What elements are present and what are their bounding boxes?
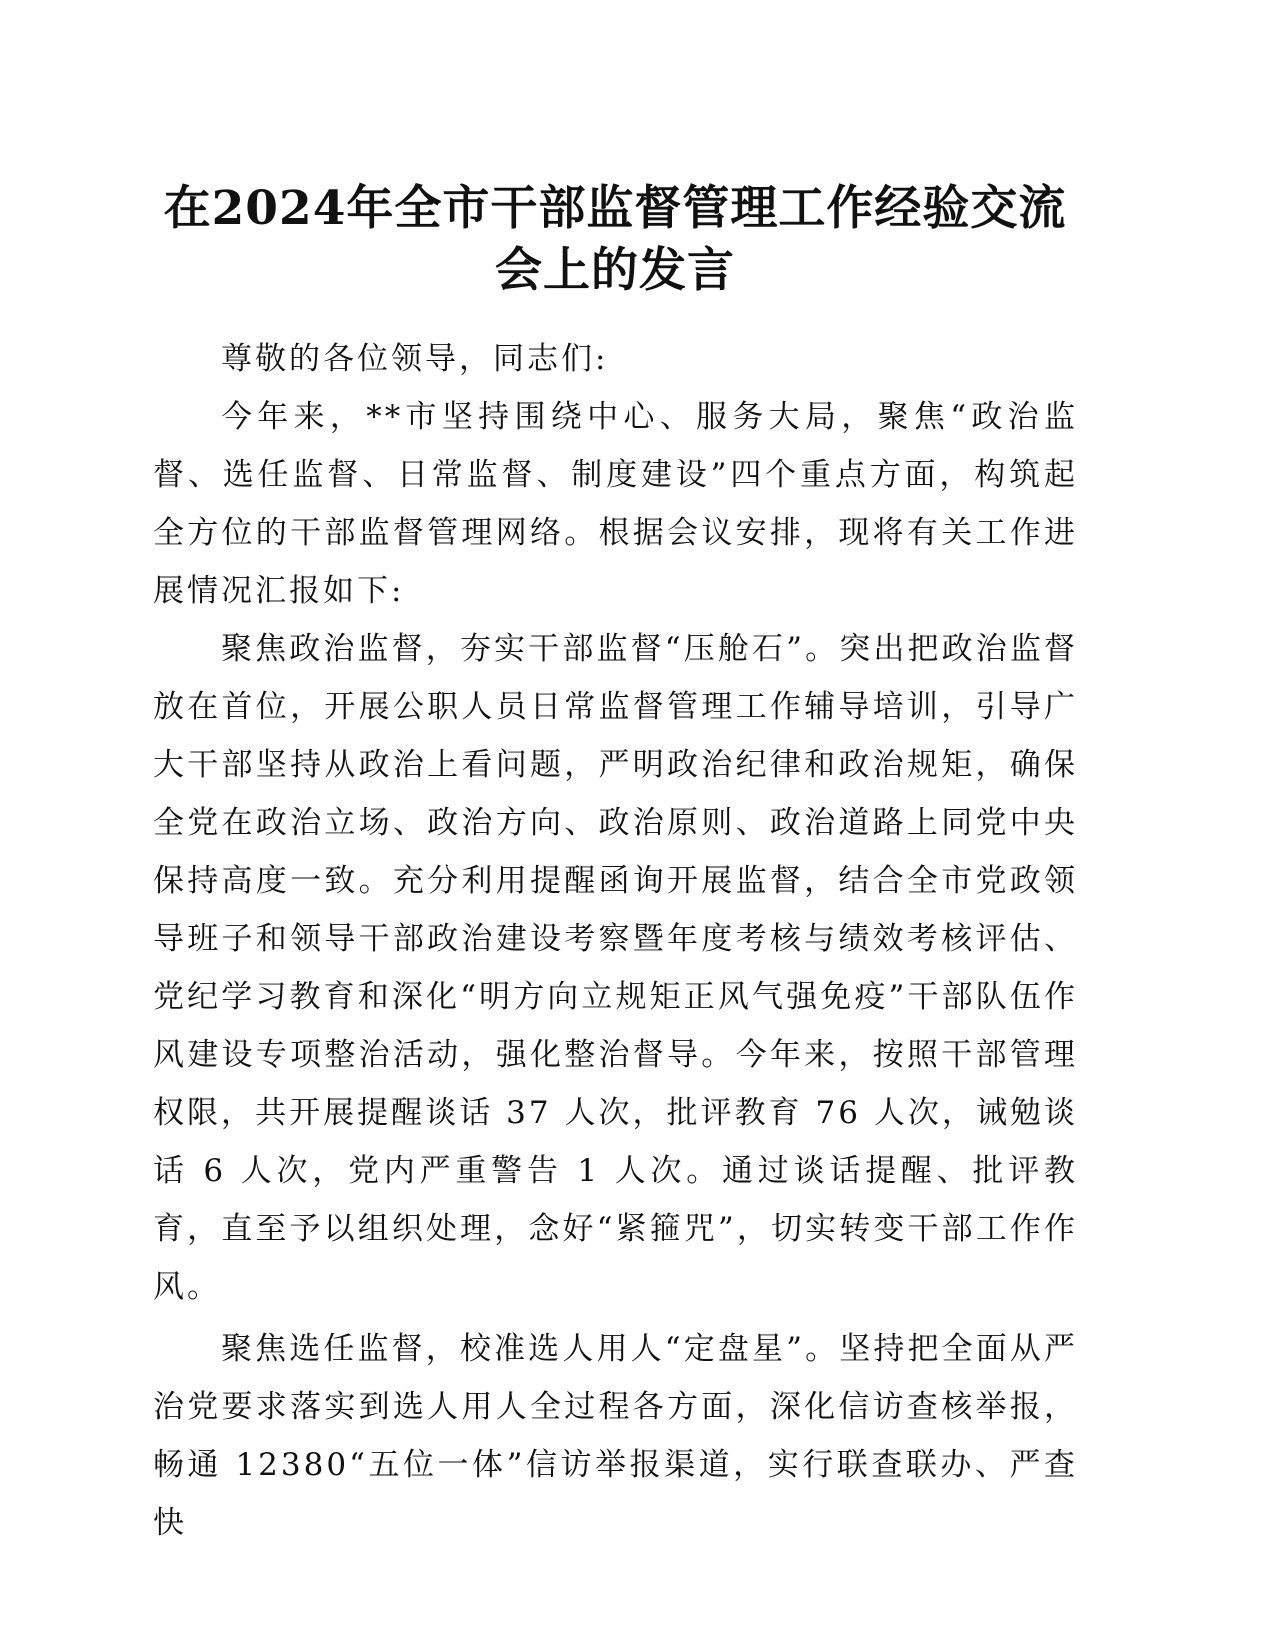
political-supervision-paragraph: 聚焦政治监督，夯实干部监督“压舱石”。突出把政治监督放在首位，开展公职人员日常监督管理工作辅导培训，引导广大干部坚持从政治上看问题，严明政治纪律和政治规矩，确保全党在政治立场、政治方向、政治原则、政治道路上同党中央保持高度一致。充分利用提醒函询开展监督，结合全市党政领导班子和领导干部政治建设考察暨年度考核与绩效考核评估、党纪学习教育和深化“明方向立规矩正风气强免疫”干部队伍作风建设专项整治活动，强化整治督导。今年来，按照干部管理权限，共开展提醒谈话 37 人次，批评教育 76 人次，诫勉谈话 6 人次，党内严重警告 1 人次。通过谈话提醒、批评教育，直至予以组织处理，念好“紧箍咒”，切实转变干部工作作风。: [153, 631, 1078, 1305]
selection-supervision-paragraph: 聚焦选任监督，校准选人用人“定盘星”。坚持把全面从严治党要求落实到选人用人全过程各方面，深化信访查核举报，畅通 12380“五位一体”信访举报渠道，实行联查联办、严查快: [153, 1331, 1078, 1541]
salutation: 尊敬的各位领导，同志们:: [221, 341, 609, 377]
document-title: 在2024年全市干部监督管理工作经验交流会上的发言: [163, 181, 1067, 298]
intro-paragraph: 今年来，**市坚持围绕中心、服务大局，聚焦“政治监督、选任监督、日常监督、制度建设”四个重点方面，构筑起全方位的干部监督管理网络。根据会议安排，现将有关工作进展情况汇报如下:: [153, 399, 1078, 609]
document-body: [153, 330, 1078, 1552]
